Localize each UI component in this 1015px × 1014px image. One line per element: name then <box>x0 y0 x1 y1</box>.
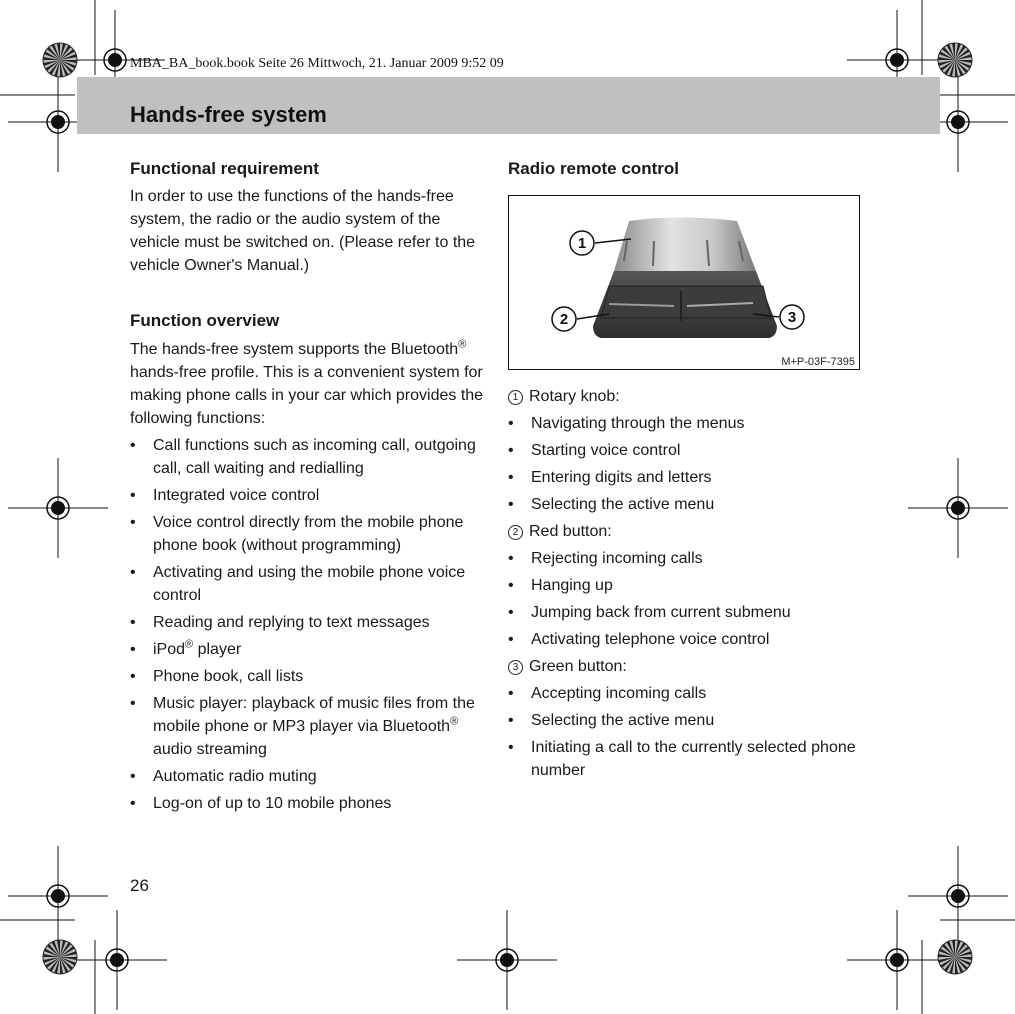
item-text: player <box>193 641 242 658</box>
right-column <box>508 157 868 782</box>
color-wheel-mark-icon <box>43 940 77 974</box>
registered-mark: ® <box>458 338 467 351</box>
list-item: • Reading and replying to text messages <box>130 611 490 634</box>
functional-requirement-text: In order to use the functions of the hands-free system, the radio or the audio system of the vehicle must be switched on. (Please refer to the vehicle Owner's Manual.) <box>130 188 476 274</box>
print-slug: MBA_BA_book.book Seite 26 Mittwoch, 21. Januar 2009 9:52 09 <box>130 56 504 71</box>
overview-text-part: The hands-free system supports the Bluetooth <box>130 341 459 358</box>
list-item: • Starting voice control <box>508 439 868 462</box>
registered-mark: ® <box>185 638 194 651</box>
registration-mark-icon <box>8 458 108 558</box>
list-item: • Selecting the active menu <box>508 493 868 516</box>
remote-control-figure <box>508 195 860 370</box>
list-item: • Initiating a call to the currently selected phone number <box>508 736 868 782</box>
function-overview-text <box>130 338 490 430</box>
section-header-band <box>77 77 940 134</box>
registration-mark-icon <box>908 458 1008 558</box>
registration-mark-icon <box>908 846 1008 946</box>
list-item: • Selecting the active menu <box>508 709 868 732</box>
list-item: • Activating and using the mobile phone voice control <box>130 561 490 607</box>
group-label <box>508 520 868 543</box>
list-item: • Log-on of up to 10 mobile phones <box>130 792 490 815</box>
page-number: 26 <box>130 876 149 895</box>
list-item: • Accepting incoming calls <box>508 682 868 705</box>
radio-remote-heading: Radio remote control <box>508 159 679 178</box>
list-item: • Activating telephone voice control <box>508 628 868 651</box>
list-item: • Voice control directly from the mobile phone phone book (without programming) <box>130 511 490 557</box>
item-text: iPod <box>153 641 186 658</box>
group-label <box>508 385 868 408</box>
callout-3: 3 <box>787 309 797 326</box>
group-label <box>508 655 868 678</box>
callout-2: 2 <box>559 311 569 328</box>
color-wheel-mark-icon <box>938 940 972 974</box>
overview-text-part: hands-free profile. This is a convenient system for making phone calls in your car which provides the following functions: <box>130 364 484 427</box>
color-wheel-mark-icon <box>938 43 972 77</box>
function-overview-heading: Function overview <box>130 311 280 330</box>
function-list <box>130 434 490 815</box>
list-item: • Hanging up <box>508 574 868 597</box>
left-column <box>130 157 490 815</box>
list-item: • Jumping back from current submenu <box>508 601 868 624</box>
group-red-button <box>508 520 868 651</box>
list-item: • Entering digits and letters <box>508 466 868 489</box>
section-title: Hands-free system <box>130 102 327 127</box>
list-item: • Automatic radio muting <box>130 765 490 788</box>
functional-requirement-heading: Functional requirement <box>130 159 319 178</box>
label-text: Rotary knob: <box>529 388 620 405</box>
callout-1: 1 <box>577 235 587 252</box>
number-badge: 3 <box>508 660 523 675</box>
list-item <box>130 638 490 661</box>
label-text: Green button: <box>529 658 627 675</box>
list-item <box>130 692 490 761</box>
group-green-button <box>508 655 868 782</box>
figure-code: M+P-03F-7395 <box>781 356 855 368</box>
list-item: • Call functions such as incoming call, outgoing call, call waiting and redialling <box>130 434 490 480</box>
color-wheel-mark-icon <box>43 43 77 77</box>
registration-mark-icon <box>67 910 167 1010</box>
registered-mark: ® <box>450 715 459 728</box>
rotary-knob-illustration <box>509 196 859 368</box>
number-badge: 1 <box>508 390 523 405</box>
list-item: • Rejecting incoming calls <box>508 547 868 570</box>
list-item: • Integrated voice control <box>130 484 490 507</box>
list-item: • Phone book, call lists <box>130 665 490 688</box>
item-text: audio streaming <box>153 741 267 758</box>
number-badge: 2 <box>508 525 523 540</box>
list-item: • Navigating through the menus <box>508 412 868 435</box>
group-rotary-knob <box>508 385 868 516</box>
label-text: Red button: <box>529 523 612 540</box>
registration-mark-icon <box>847 910 947 1010</box>
rotary-knob-list <box>508 412 868 516</box>
registration-mark-icon <box>457 910 557 1010</box>
item-text: Music player: playback of music files from the mobile phone or MP3 player via Bluetooth <box>153 695 475 735</box>
red-button-list <box>508 547 868 651</box>
registration-mark-icon <box>8 846 108 946</box>
green-button-list <box>508 682 868 782</box>
